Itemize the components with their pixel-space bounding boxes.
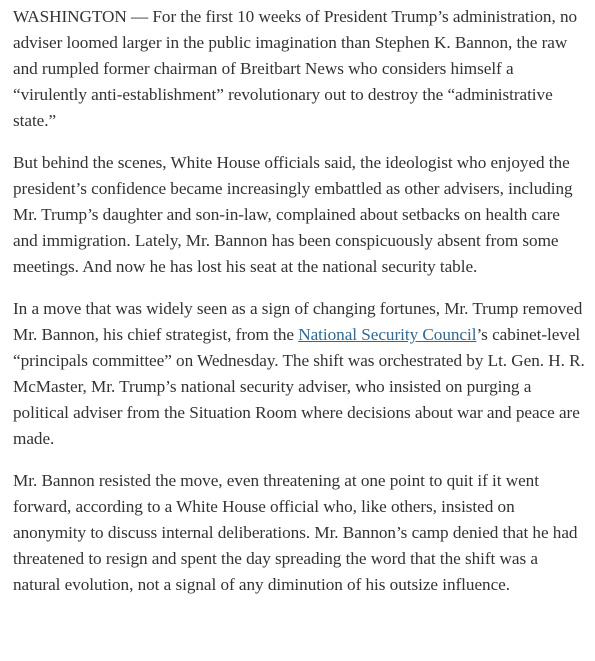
paragraph-4: Mr. Bannon resisted the move, even threatening at one point to quit if it went forward, according to a White House official who, like others, insisted on anonymity to discuss internal deliberations. Mr. Bannon’s camp denied that he had threatened to resign and spent the day spreading the word that the shift was a natural evolution, not a signal of any diminution of his outsize influence. <box>13 471 578 594</box>
paragraph-1: WASHINGTON — For the first 10 weeks of President Trump’s administration, no adviser loomed larger in the public imagination than Stephen K. Bannon, the raw and rumpled former chairman of Breitbart News who considers himself a “virulently anti-establishment” revolutionary out to destroy the “administrative state.” <box>13 7 578 130</box>
paragraph-3-text-before-link: In a move that was widely seen as a sign of changing fortunes, Mr. Trump removed Mr. Bannon, his chief strategist, from the <box>13 299 583 344</box>
national-security-council-link[interactable]: National Security Council <box>298 325 477 344</box>
paragraph-3 <box>13 296 585 452</box>
paragraph-2: But behind the scenes, White House officials said, the ideologist who enjoyed the president’s confidence became increasingly embattled as other advisers, including Mr. Trump’s daughter and son-in-law, complained about setbacks on health care and immigration. Lately, Mr. Bannon has been conspicuously absent from some meetings. And now he has lost his seat at the national security table. <box>13 153 573 276</box>
paragraph-3-text-after-link: ’s cabinet-level “principals committee” on Wednesday. The shift was orchestrated by Lt. Gen. H. R. McMaster, Mr. Trump’s national security adviser, who insisted on purging a political adviser from the Situation Room where decisions about war and peace are made. <box>13 325 585 448</box>
